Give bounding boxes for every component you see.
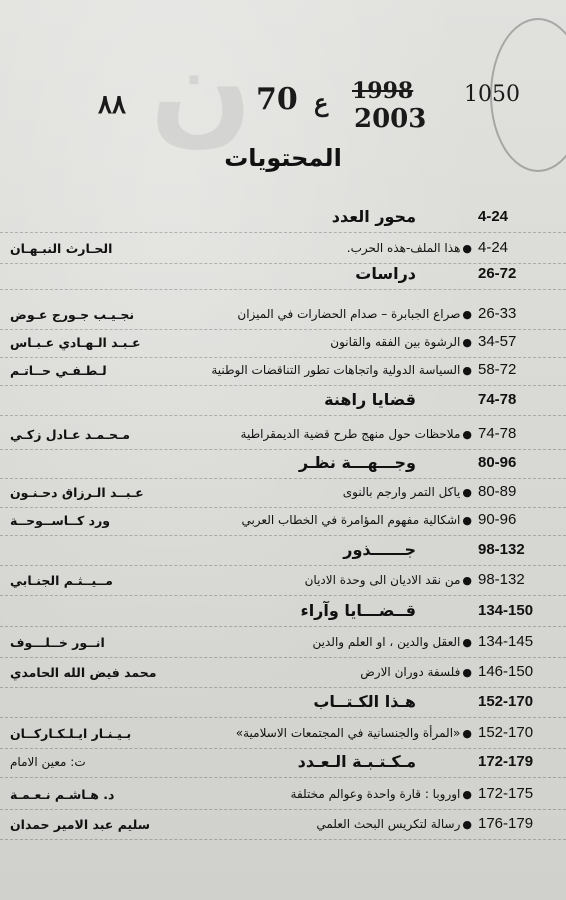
toc-entry	[0, 358, 566, 384]
page-range: 134-145	[478, 633, 534, 650]
bullet-icon: ●	[462, 727, 472, 740]
page-range: 98-132	[478, 541, 525, 558]
section-title: محور العدد	[331, 207, 416, 226]
page-range: 172-179	[478, 753, 534, 770]
bullet-icon: ●	[462, 486, 472, 499]
page-range: 74-78	[478, 391, 517, 408]
row-divider	[0, 717, 566, 719]
bullet-icon: ●	[462, 514, 472, 527]
author-name: عـبـد الـهـادي عـبـاس	[10, 335, 141, 350]
author-name: محمد فيض الله الحامدي	[10, 665, 157, 680]
page-range: 172-175	[478, 785, 534, 802]
page-range: 4-24	[478, 208, 509, 225]
author-name: عـبــد الـرزاق دحـنـون	[10, 485, 144, 500]
row-divider	[0, 565, 566, 567]
bullet-icon: ●	[462, 636, 472, 649]
article-title: ●السياسة الدولية واتجاهات تطور التناقضات الوطنية	[211, 363, 472, 377]
author-name: لـطـفـي حــاتـم	[10, 363, 107, 378]
toc-entry	[0, 568, 566, 594]
article-title: ●فلسفة دوران الارض	[360, 665, 472, 679]
page-range: 26-33	[478, 305, 517, 322]
toc-entry	[0, 508, 566, 534]
article-title: ●ياكل التمر وارجم بالنوى	[342, 485, 472, 499]
toc-entry	[0, 660, 566, 686]
page-range: 4-24	[478, 239, 509, 256]
row-divider	[0, 415, 566, 417]
toc-section	[0, 451, 566, 477]
bullet-icon: ●	[462, 818, 472, 831]
issue-letter: ع	[314, 88, 329, 117]
article-title: ●هذا الملف-هذه الحرب.	[346, 241, 472, 255]
article-title: ●الرشوة بين الفقه والقانون	[330, 335, 472, 349]
section-title: دراسات	[355, 264, 416, 283]
author-name: نجـيـب جـورج عـوض	[10, 307, 135, 322]
toc-section	[0, 599, 566, 625]
row-divider	[0, 687, 566, 689]
bullet-icon: ●	[462, 308, 472, 321]
bullet-icon: ●	[462, 574, 472, 587]
toc-entry	[0, 782, 566, 808]
article-title: ●اوروبا : قارة واحدة وعوالم مختلفة	[290, 787, 472, 801]
row-divider	[0, 595, 566, 597]
toc-section	[0, 690, 566, 716]
article-title: ●رسالة لتكريس البحث العلمي	[316, 817, 472, 831]
row-divider	[0, 232, 566, 234]
row-divider	[0, 839, 566, 841]
toc-entry	[0, 236, 566, 262]
page-range: 90-96	[478, 511, 517, 528]
row-divider	[0, 809, 566, 811]
author-name: سليم عبد الامير حمدان	[10, 817, 150, 832]
article-title: ●من نقد الاديان الى وحدة الاديان	[304, 573, 472, 587]
toc-entry	[0, 422, 566, 448]
bullet-icon: ●	[462, 364, 472, 377]
page-range: 34-57	[478, 333, 517, 350]
row-divider	[0, 535, 566, 537]
author-name: انــور خــلـــوف	[10, 635, 105, 650]
page-range: 74-78	[478, 425, 517, 442]
toc-entry	[0, 480, 566, 506]
page-range: 80-89	[478, 483, 517, 500]
row-divider	[0, 385, 566, 387]
bullet-icon: ●	[462, 428, 472, 441]
toc-section	[0, 262, 566, 288]
bullet-icon: ●	[462, 336, 472, 349]
row-divider	[0, 657, 566, 659]
section-title: هـذا الكـتــاب	[313, 692, 416, 711]
author-name: الحـارث النبـهـان	[10, 241, 113, 256]
accession-number: 1050	[464, 82, 520, 107]
page-range: 176-179	[478, 815, 534, 832]
author-name: د. هـاشـم نـعـمـة	[10, 787, 115, 802]
page-title: المحتويات	[224, 144, 342, 172]
toc-entry	[0, 302, 566, 328]
author-name: ت: معين الامام	[10, 755, 86, 769]
crossed-year: 1998	[352, 78, 414, 104]
section-title: قضايا راهنة	[324, 390, 416, 409]
toc-entry	[0, 330, 566, 356]
section-title: قــضـــايا وآراء	[300, 601, 416, 620]
row-divider	[0, 289, 566, 291]
section-title: جــــــذور	[343, 540, 416, 559]
article-title: ●«المرأة والجنسانية في المجتمعات الاسلامية»	[235, 726, 472, 740]
article-title: ●العقل والدين ، او العلم والدين	[312, 635, 472, 649]
page-range: 80-96	[478, 454, 517, 471]
toc-entry	[0, 630, 566, 656]
year: 2003	[354, 104, 427, 134]
toc-section	[0, 750, 566, 776]
page-range: 146-150	[478, 663, 534, 680]
bullet-icon: ●	[462, 788, 472, 801]
row-divider	[0, 626, 566, 628]
toc-section	[0, 388, 566, 414]
toc-section	[0, 538, 566, 564]
page-range: 152-170	[478, 724, 534, 741]
page-range: 26-72	[478, 265, 517, 282]
page-range: 152-170	[478, 693, 534, 710]
bullet-icon: ●	[462, 242, 472, 255]
page-range: 134-150	[478, 602, 534, 619]
bullet-icon: ●	[462, 666, 472, 679]
toc-entry	[0, 812, 566, 838]
author-name: ورد كــاســوحــة	[10, 513, 111, 528]
background-logo: ن	[150, 20, 253, 159]
page-mark: ٨٨	[98, 90, 126, 120]
toc-entry	[0, 721, 566, 747]
toc-section	[0, 205, 566, 231]
issue-number: 70	[256, 82, 298, 117]
row-divider	[0, 777, 566, 779]
section-title: وجـــهـــة نظـر	[298, 453, 416, 472]
author-name: بـيـنـار ايـلـكـاركــان	[10, 726, 132, 741]
author-name: مــيــثـم الجنـابي	[10, 573, 113, 588]
page-range: 98-132	[478, 571, 525, 588]
section-title: مـكـتـبـة الـعـدد	[297, 752, 416, 771]
article-title: ●صراع الجبابرة – صدام الحضارات في الميزان	[237, 307, 472, 321]
article-title: ●اشكالية مفهوم المؤامرة في الخطاب العربي	[241, 513, 472, 527]
article-title: ●ملاحظات حول منهج طرح قضية الديمقراطية	[240, 427, 472, 441]
page-range: 58-72	[478, 361, 517, 378]
author-name: مـحـمـد عـادل زكـي	[10, 427, 131, 442]
